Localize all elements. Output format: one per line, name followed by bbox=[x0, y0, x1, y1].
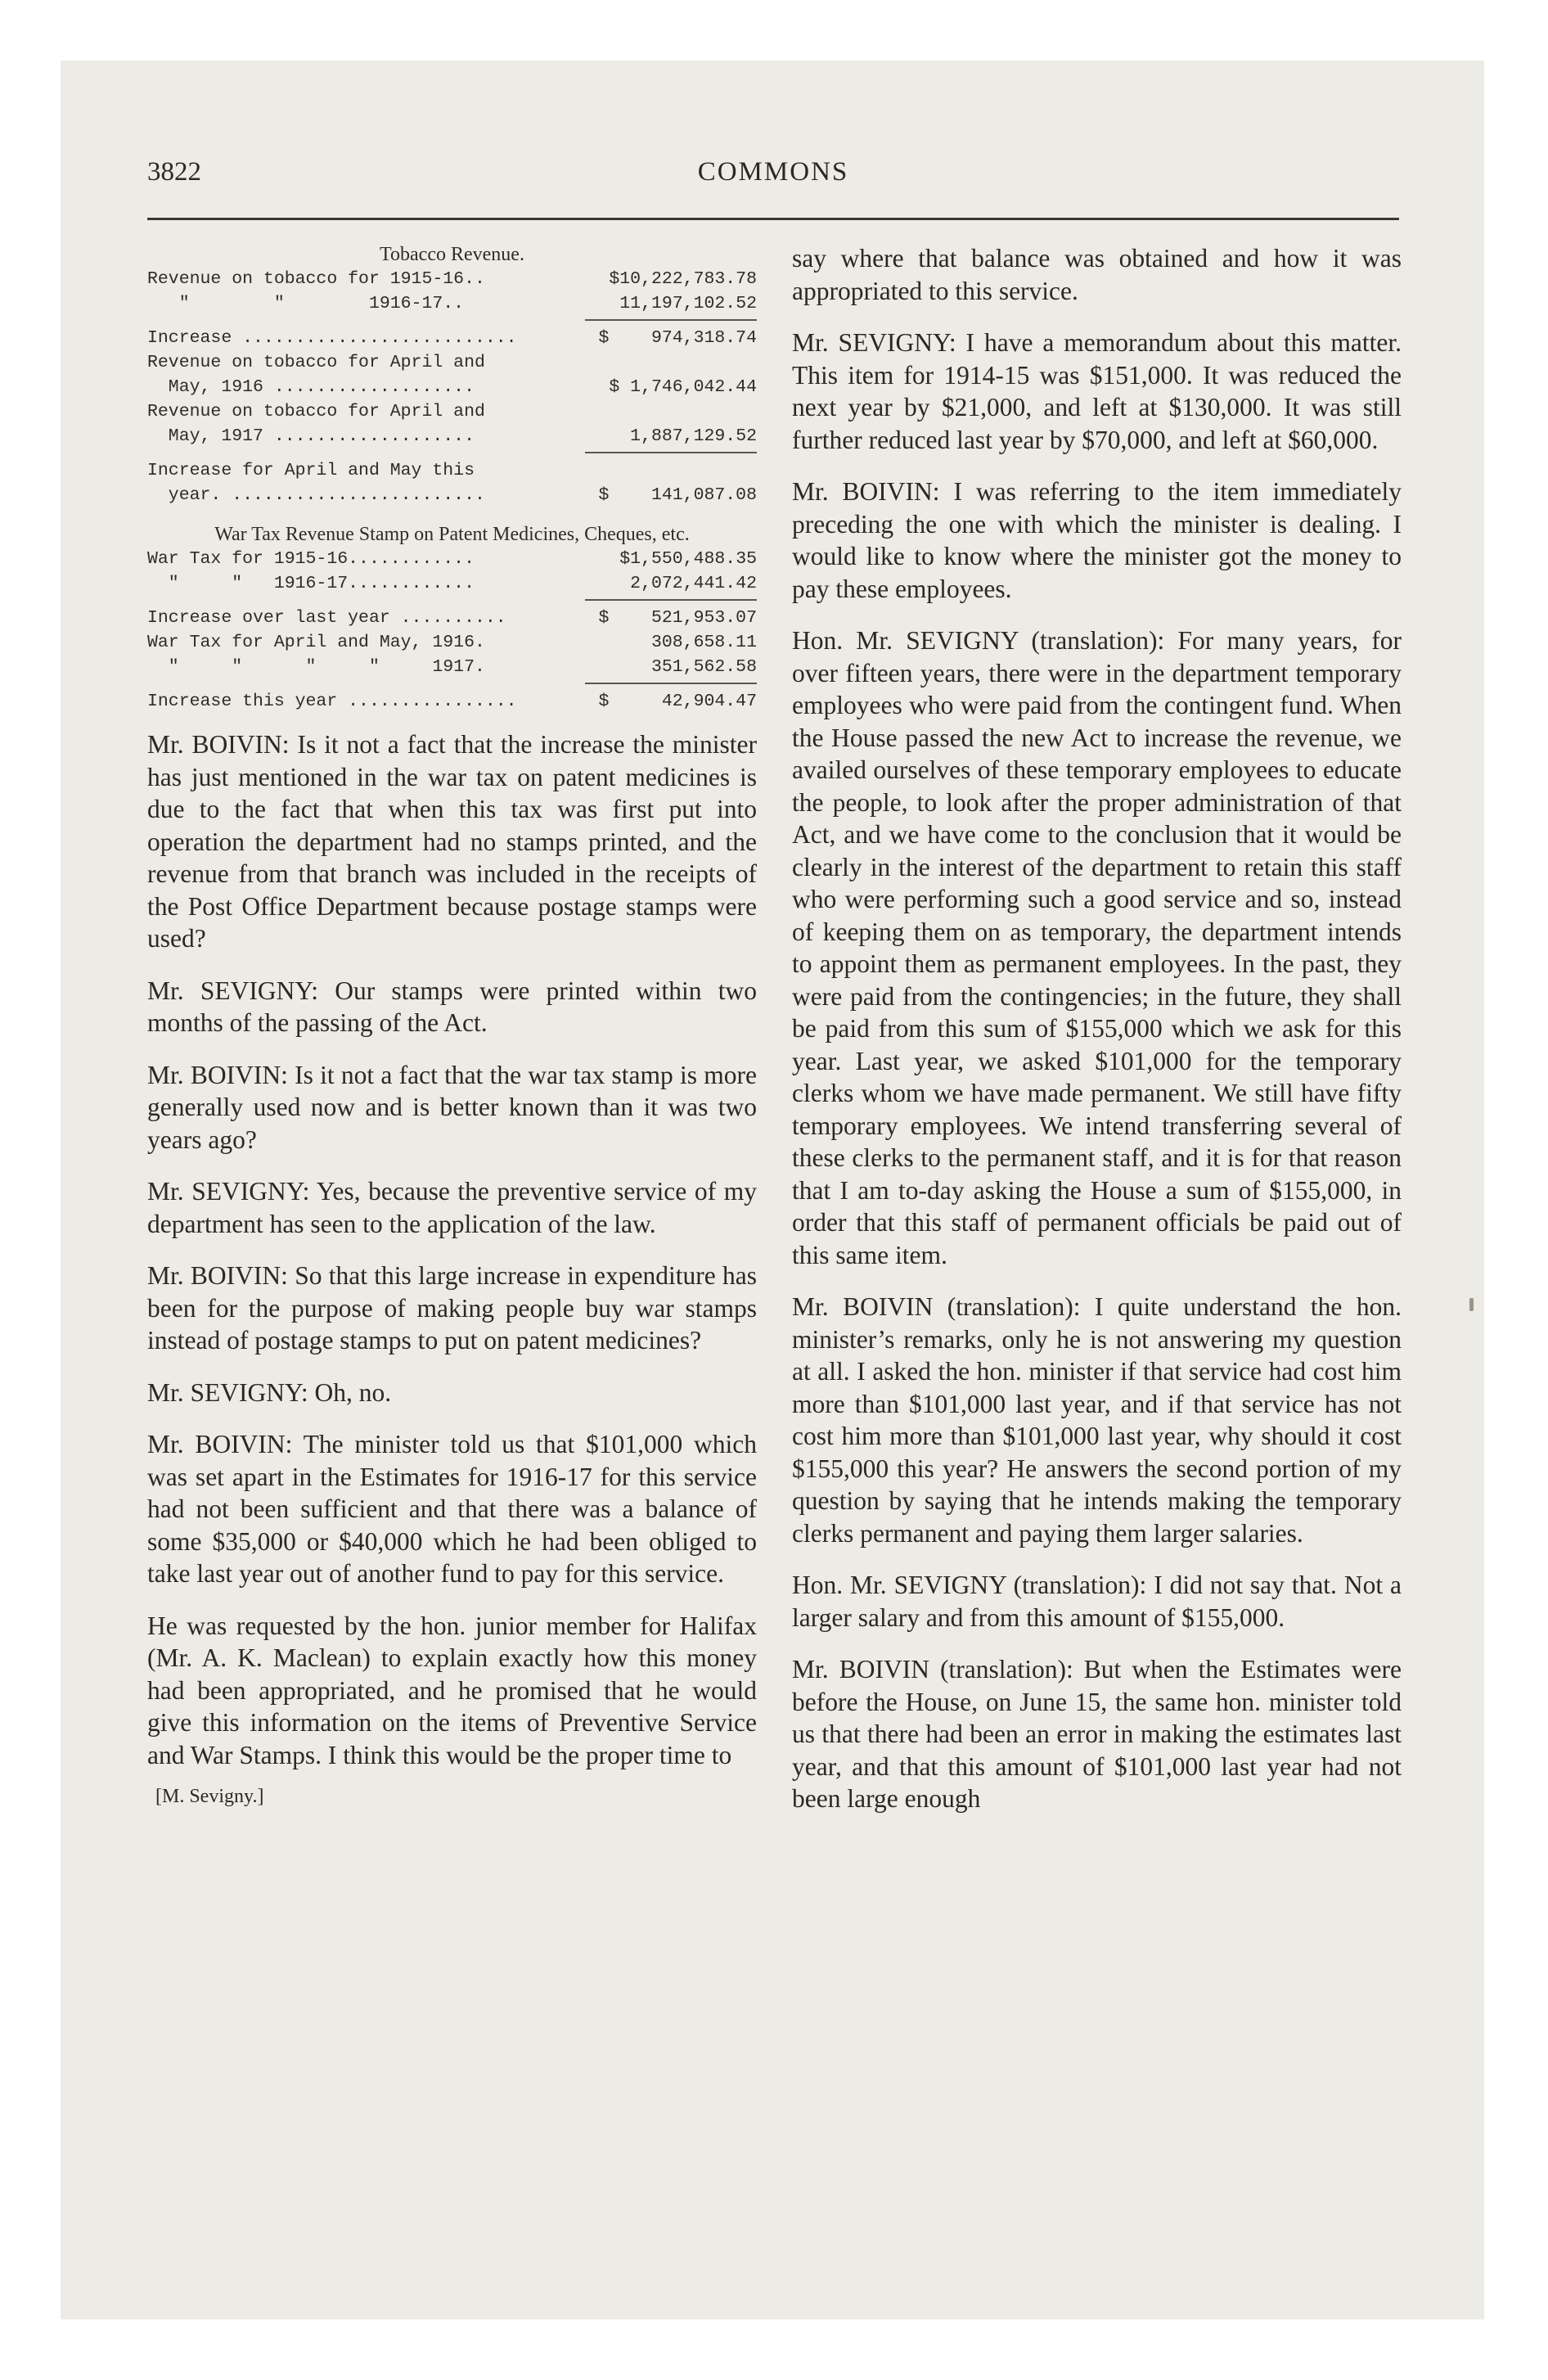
paragraph: Mr. BOIVIN (translation): I quite understand the hon. minister’s remarks, only he is not answering my question at all. I asked the hon. minister if that service had cost him more than $101,000 last year, and if that service has not cost him more than $101,000 last year, why should it cost $155,000 this year? He answers the second portion of my question by saying that he intends making the temporary clerks permanent and paying them larger salaries. bbox=[792, 1292, 1402, 1548]
row-label: May, 1917 ................... bbox=[147, 426, 475, 446]
row-value: $1,550,488.35 bbox=[619, 549, 757, 569]
row-label: Increase over last year .......... bbox=[147, 608, 506, 628]
left-column bbox=[147, 242, 757, 1814]
row-label: " " 1916-17............ bbox=[147, 574, 475, 593]
row-value: $ 974,318.74 bbox=[598, 328, 757, 348]
paragraph: Mr. SEVIGNY: Yes, because the preventive service of my department has seen to the application of the law. bbox=[147, 1177, 757, 1238]
table-row bbox=[147, 350, 757, 375]
row-label: " " " " 1917. bbox=[147, 657, 485, 677]
table-row bbox=[147, 424, 757, 449]
paragraph: Mr. BOIVIN: Is it not a fact that the war tax stamp is more generally used now and is better known than it was two years ago? bbox=[147, 1060, 757, 1154]
row-label: " " 1916-17.. bbox=[147, 294, 465, 313]
paragraph: He was requested by the hon. junior member for Halifax (Mr. A. K. Maclean) to explain exactly how this money had been appropriated, and he promised that he would give this information on the items of Preventive Service and War Stamps. I think this would be the proper time to bbox=[147, 1611, 757, 1769]
row-label: year. ........................ bbox=[147, 485, 485, 505]
row-value: $ 521,953.07 bbox=[598, 608, 757, 628]
row-label: Increase .......................... bbox=[147, 328, 517, 348]
table-row bbox=[147, 458, 757, 483]
running-head: COMMONS bbox=[697, 157, 849, 187]
row-label: May, 1916 ................... bbox=[147, 377, 475, 397]
header-rule bbox=[147, 218, 1399, 220]
table-row bbox=[147, 483, 757, 507]
row-label: War Tax for 1915-16............ bbox=[147, 549, 475, 569]
row-label: Revenue on tobacco for April and bbox=[147, 402, 485, 421]
sum-rule bbox=[585, 599, 757, 606]
speaker-signature: [M. Sevigny.] bbox=[155, 1786, 264, 1807]
table-row bbox=[147, 630, 757, 655]
paragraph: Mr. SEVIGNY: Oh, no. bbox=[147, 1377, 392, 1407]
sum-rule bbox=[585, 683, 757, 689]
row-label: Revenue on tobacco for April and bbox=[147, 353, 485, 372]
row-value: 2,072,441.42 bbox=[630, 574, 757, 593]
paragraph: Hon. Mr. SEVIGNY (translation): For many years, for over fifteen years, there were in the department temporary employees who were paid from the contingent fund. When the House passed the new Act to increase the revenue, we availed ourselves of these temporary employees to educate the people, to look after the proper administration of that Act, and we have come to the conclusion that it would be clearly in the interest of the department to retain this staff who were performing such a good service and so, instead of keeping them on as temporary, the department intends to appoint them as permanent employees. In the past, they were paid from the contingencies; in the future, they shall be paid from this sum of $155,000 which we ask for this year. Last year, we asked $101,000 for the temporary clerks whom we have made permanent. We still have fifty temporary employees. We intend transferring several of these clerks to the permanent staff, and it is for that reason that I am to-day asking the House a sum of $155,000, in order that this staff of permanent officials be paid out of this same item. bbox=[792, 626, 1402, 1269]
sum-rule bbox=[585, 319, 757, 326]
page-header bbox=[147, 157, 1399, 198]
war-tax-table bbox=[147, 522, 757, 714]
table-row bbox=[147, 291, 757, 316]
page-number: 3822 bbox=[147, 157, 201, 187]
table-row bbox=[147, 571, 757, 596]
row-value: $10,222,783.78 bbox=[609, 269, 757, 289]
row-value: 351,562.58 bbox=[650, 657, 757, 677]
table-title: War Tax Revenue Stamp on Patent Medicines, Cheques, etc. bbox=[214, 524, 690, 545]
table-title: Tobacco Revenue. bbox=[380, 244, 524, 265]
table-row bbox=[147, 326, 757, 350]
row-label: Increase this year ................ bbox=[147, 692, 517, 711]
paragraph: Mr. SEVIGNY: Our stamps were printed within two months of the passing of the Act. bbox=[147, 976, 757, 1037]
paragraph: Mr. BOIVIN: So that this large increase in expenditure has been for the purpose of making people buy war stamps instead of postage stamps to put on patent medicines? bbox=[147, 1261, 757, 1355]
paragraph: Mr. BOIVIN (translation): But when the Estimates were before the House, on June 15, the same hon. minister told us that there had been an error in making the estimates last year, and that this amount of $101,000 last year had not been large enough bbox=[792, 1655, 1402, 1813]
paragraph: Mr. SEVIGNY: I have a memorandum about this matter. This item for 1914-15 was $151,000. It was reduced the next year by $21,000, and left at $130,000. It was still further reduced last year by $70,000, and left at $60,000. bbox=[792, 328, 1402, 454]
row-value: $ 141,087.08 bbox=[598, 485, 757, 505]
paragraph: say where that balance was obtained and how it was appropriated to this service. bbox=[792, 244, 1402, 305]
tobacco-revenue-table bbox=[147, 242, 757, 507]
row-label: Increase for April and May this bbox=[147, 461, 475, 480]
sum-rule bbox=[585, 452, 757, 458]
paragraph: Mr. BOIVIN: The minister told us that $101,000 which was set apart in the Estimates for 1916-17 for this service had not been sufficient and that there was a balance of some $35,000 or $40,000 which he had been obliged to take last year out of another fund to pay for this service. bbox=[147, 1430, 757, 1588]
paragraph: Hon. Mr. SEVIGNY (translation): I did not say that. Not a larger salary and from this amount of $155,000. bbox=[792, 1571, 1402, 1632]
row-value: 308,658.11 bbox=[650, 633, 757, 652]
scan-speck bbox=[1469, 1298, 1474, 1311]
table-row bbox=[147, 689, 757, 714]
row-value: $ 42,904.47 bbox=[598, 692, 757, 711]
row-label: Revenue on tobacco for 1915-16.. bbox=[147, 269, 485, 289]
row-value: 11,197,102.52 bbox=[619, 294, 757, 313]
table-row bbox=[147, 267, 757, 291]
table-row bbox=[147, 375, 757, 399]
table-row bbox=[147, 547, 757, 571]
right-column bbox=[792, 242, 1402, 1815]
table-row bbox=[147, 606, 757, 630]
row-value: 1,887,129.52 bbox=[630, 426, 757, 446]
paragraph: Mr. BOIVIN: I was referring to the item immediately preceding the one with which the minister is dealing. I would like to know where the minister got the money to pay these employees. bbox=[792, 477, 1402, 603]
table-row bbox=[147, 399, 757, 424]
table-row bbox=[147, 655, 757, 679]
row-value: $ 1,746,042.44 bbox=[609, 377, 757, 397]
paragraph: Mr. BOIVIN: Is it not a fact that the increase the minister has just mentioned in the war tax on patent medicines is due to the fact that when this tax was first put into operation the department had no stamps printed, and the revenue from that branch was included in the receipts of the Post Office Department because postage stamps were used? bbox=[147, 730, 757, 953]
row-label: War Tax for April and May, 1916. bbox=[147, 633, 485, 652]
